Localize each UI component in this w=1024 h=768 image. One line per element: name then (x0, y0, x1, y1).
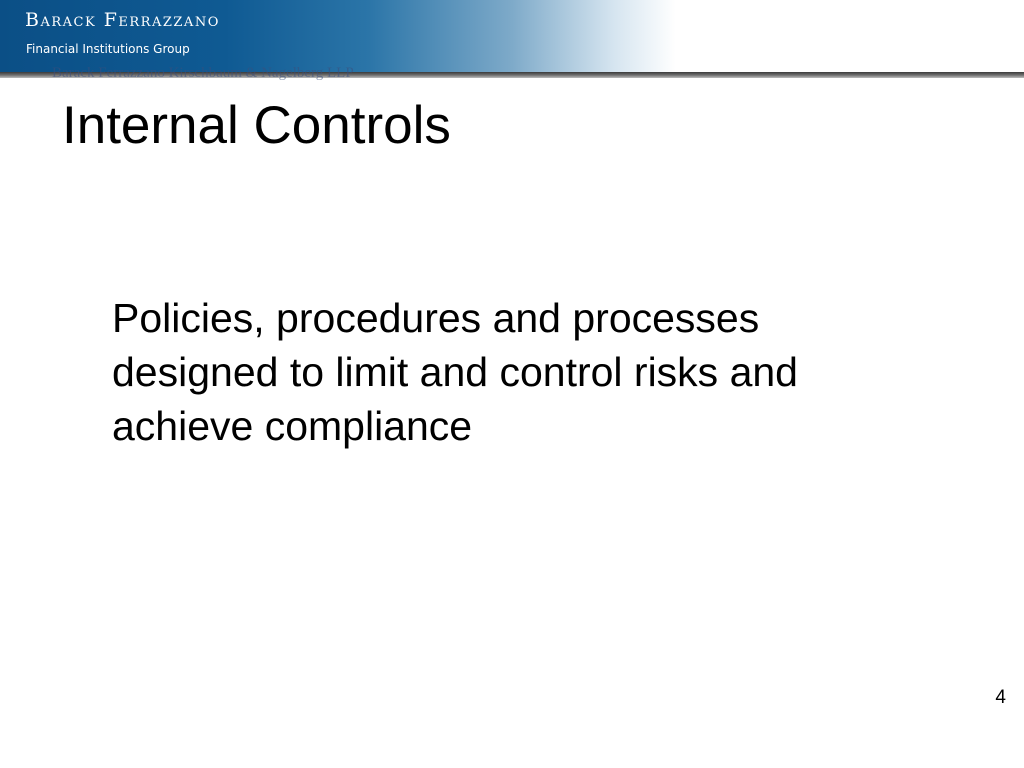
slide-body-text: Policies, procedures and processes designed to limit and control risks and achieve compliance (112, 295, 798, 449)
slide-title: Internal Controls (62, 96, 451, 155)
firm-name-watermark: Barack Ferrazzano Kirschbaum & Nagelberg LLP (52, 65, 354, 81)
brand-group: Financial Institutions Group (26, 42, 190, 56)
header-band (0, 0, 1024, 72)
slide-number: 4 (995, 687, 1006, 708)
brand-name: Barack Ferrazzano (25, 9, 220, 31)
